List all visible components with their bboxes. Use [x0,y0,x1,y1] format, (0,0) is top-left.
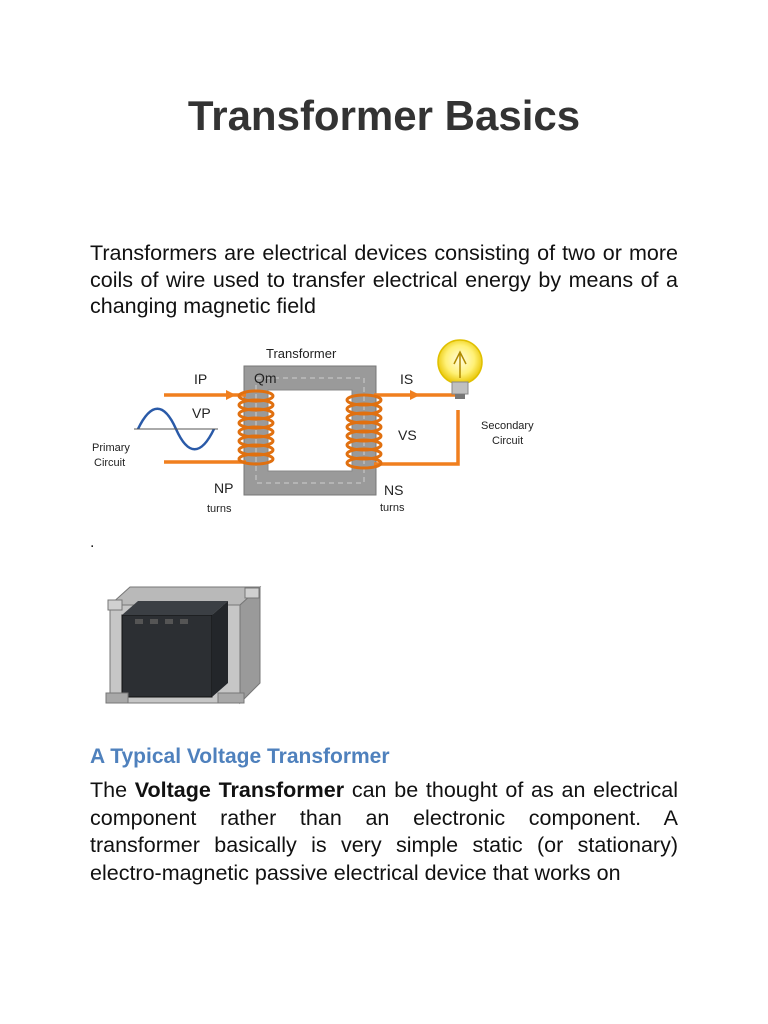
primary-turns-word: turns [207,503,232,515]
body-rest: can be thought of as an electrical component rather than an electronic component. A transformer basically is very simple static (or stationary) electro-magnetic passive electrical device that works on [90,778,678,885]
transformer-photo [100,575,270,710]
primary-coil [239,391,273,464]
page-title: Transformer Basics [187,92,581,139]
primary-current-arrow [226,390,236,400]
primary-turns-label: NP [214,480,234,496]
flux-label: Qm [254,370,277,386]
transformer-diagram [76,332,556,522]
section-heading: A Typical Voltage Transformer [90,745,390,768]
body-prefix: The [90,778,135,802]
primary-circuit-label-2: Circuit [94,457,126,469]
secondary-circuit-label-2: Circuit [492,435,524,447]
diagram-title: Transformer [266,346,337,361]
light-bulb-icon [438,340,482,399]
intro-paragraph: Transformers are electrical devices consisting of two or more coils of wire used to transfer electrical energy by means of a changing magnetic field [90,241,678,318]
secondary-turns-label: NS [384,482,404,498]
secondary-turns-word: turns [380,502,405,514]
secondary-voltage-label: VS [398,427,417,443]
secondary-coil [347,395,381,468]
body-bold-term: Voltage Transformer [134,778,345,802]
primary-voltage-label: VP [192,405,211,421]
separator-dot: . [90,534,95,551]
primary-current-label: IP [194,371,208,387]
secondary-circuit-label-1: Secondary [481,420,534,432]
primary-circuit-label-1: Primary [92,442,130,454]
secondary-current-label: IS [400,371,414,387]
secondary-current-arrow [410,390,420,400]
body-paragraph [90,777,678,887]
